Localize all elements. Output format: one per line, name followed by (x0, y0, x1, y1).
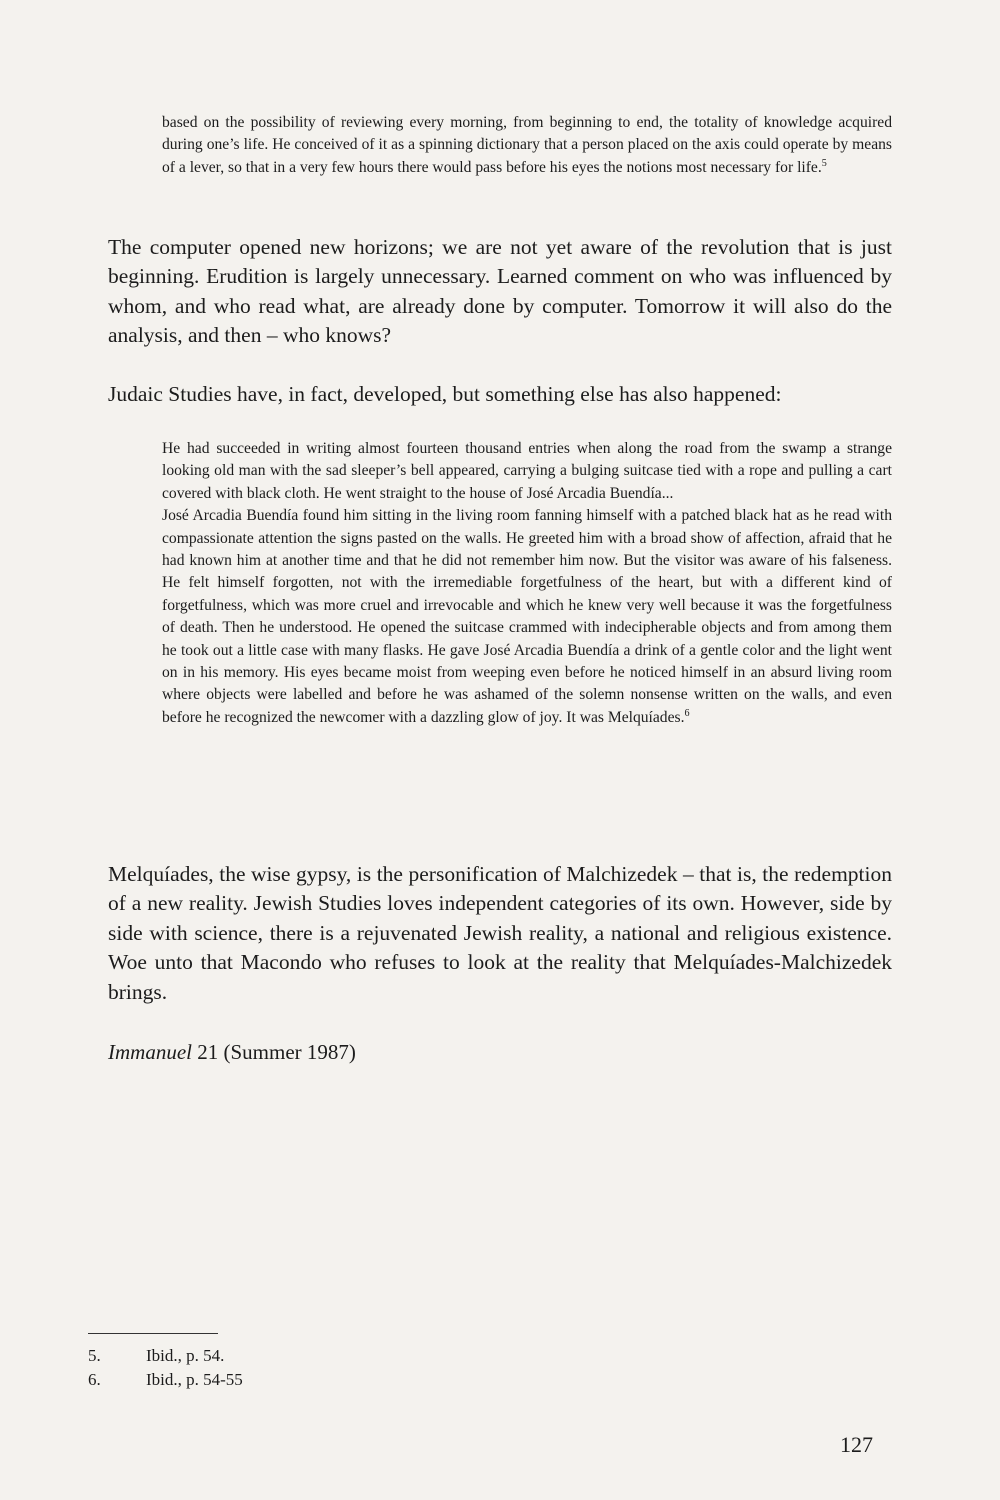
footnote-text: Ibid., p. 54. (146, 1346, 225, 1365)
body-paragraph-computer (108, 233, 892, 351)
quote-text: based on the possibility of reviewing every morning, from beginning to end, the totality of knowledge acquired during one’s life. He conceived of it as a spinning dictionary that a person placed on the axis could operate by means of a lever, so that in a very few hours there would pass before his eyes the notions most necessary for life. (162, 114, 892, 176)
quote-paragraph (162, 112, 892, 179)
source-citation (108, 1040, 356, 1065)
footnote (88, 1368, 243, 1392)
paragraph-text: Melquíades, the wise gypsy, is the personification of Malchizedek – that is, the redemption of a new reality. Jewish Studies loves independent categories of its own. However, side by side with science, there is a rejuvenated Jewish reality, a national and religious existence. Woe unto that Macondo who refuses to look at the reality that Melquíades-Malchizedek brings. (108, 862, 892, 1004)
body-paragraph-judaic-studies (108, 380, 892, 409)
journal-issue: 21 (Summer 1987) (197, 1040, 356, 1064)
footnotes (88, 1344, 243, 1392)
journal-name: Immanuel (108, 1040, 192, 1064)
footnote-number: 5. (88, 1346, 101, 1365)
page-number: 127 (840, 1432, 873, 1457)
quote-paragraph (162, 505, 892, 729)
footnote (88, 1344, 243, 1368)
quote-text: José Arcadia Buendía found him sitting in the living room fanning himself with a patched black hat as he read with compassionate attention the signs pasted on the walls. He greeted him with a broad show of affection, afraid that he had known him at another time and that he did not remember him now. But the visitor was aware of his falseness. He felt himself forgotten, not with the irremediable forgetfulness of the heart, but with a different kind of forgetfulness, which was more cruel and irrevocable and which he knew very well because it was the forgetfulness of death. Then he understood. He opened the suitcase crammed with indecipherable objects and from among them he took out a little case with many flasks. He gave José Arcadia Buendía a drink of a gentle color and the light went on in his memory. His eyes became moist from weeping even before he noticed himself in an absurd living room where objects were labelled and before he was ashamed of the solemn nonsense written on the walls, and even before he recognized the newcomer with a dazzling glow of joy. It was Melquíades. (162, 507, 892, 726)
footnote-reference: 5 (821, 157, 827, 169)
paragraph-text: The computer opened new horizons; we are not yet aware of the revolution that is just beginning. Erudition is largely unnecessary. Learned comment on who was influenced by whom, and who read what, are already done by computer. Tomorrow it will also do the analysis, and then – who knows? (108, 235, 892, 348)
footnote-divider (88, 1333, 218, 1334)
block-quote-melquiades (162, 438, 892, 729)
footnote-reference: 6 (684, 707, 690, 719)
footnote-text: Ibid., p. 54-55 (146, 1370, 243, 1389)
footnote-number: 6. (88, 1370, 101, 1389)
body-paragraph-melquiades (108, 860, 892, 1007)
paragraph-text: Judaic Studies have, in fact, developed, but something else has also happened: (108, 382, 782, 406)
block-quote-dictionary (162, 112, 892, 179)
quote-paragraph: He had succeeded in writing almost fourteen thousand entries when along the road from the swamp a strange looking old man with the sad sleeper’s bell appeared, carrying a bulging suitcase tied with a rope and pulling a cart covered with black cloth. He went straight to the house of José Arcadia Buendía... (162, 440, 892, 502)
